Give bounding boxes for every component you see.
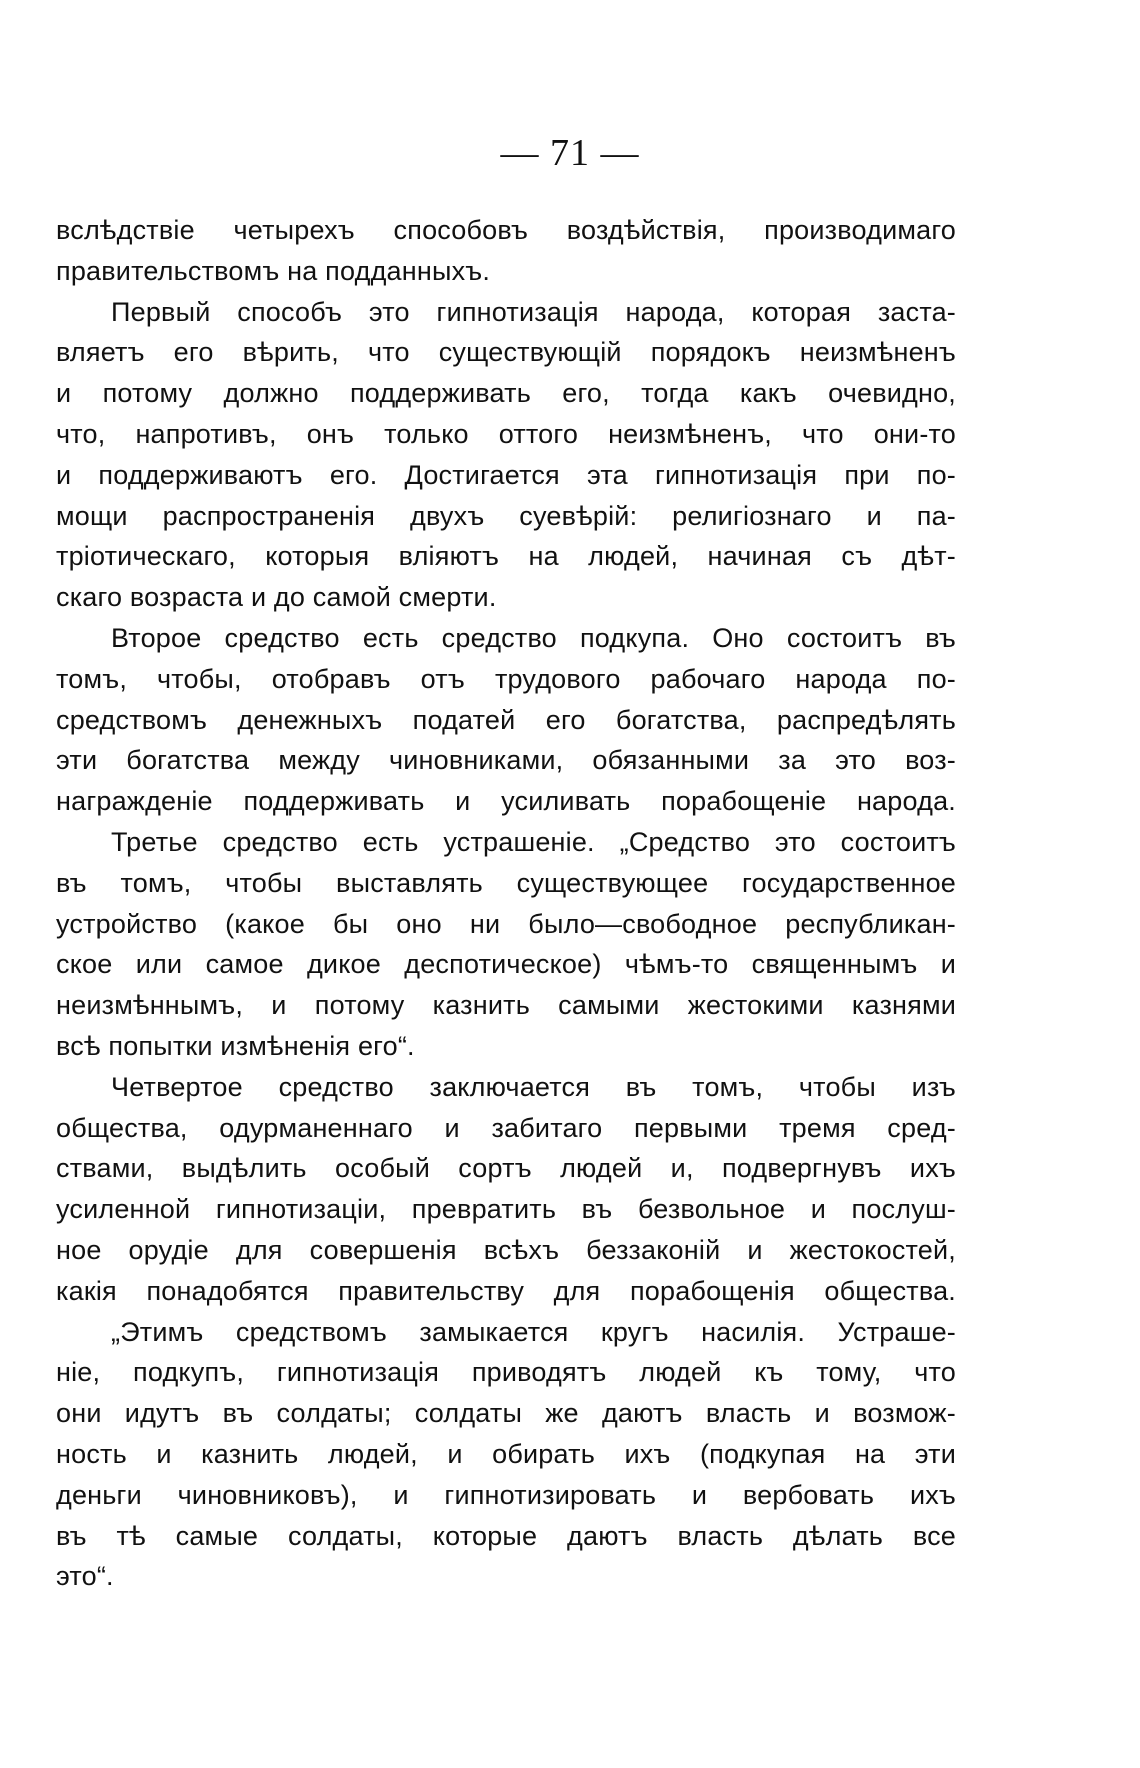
text-line: правительствомъ на подданныхъ. [56, 255, 491, 286]
text-line: „Этимъ средствомъ замыкается кругъ насилія. Устраше- [111, 1316, 956, 1347]
page-number: — 71 — [500, 132, 640, 174]
text-line: въ томъ, чтобы выставлять существующее государственное [56, 867, 956, 898]
text-line: ніе, подкупъ, гипнотизація приводятъ людей къ тому, что [56, 1357, 956, 1388]
text-line: скаго возраста и до самой смерти. [56, 582, 497, 613]
text-line: деньги чиновниковъ), и гипнотизировать и вербовать ихъ [56, 1479, 956, 1510]
text-line: Второе средство есть средство подкупа. Оно состоитъ въ [111, 622, 956, 653]
text-line: ность и казнить людей, и обирать ихъ (подкупая на эти [56, 1438, 956, 1469]
paragraph [56, 618, 956, 822]
text-line: мощи распространенія двухъ суевѣрій: религіознаго и па- [56, 500, 956, 531]
text-line: они идутъ въ солдаты; солдаты же даютъ власть и возмож- [56, 1398, 956, 1429]
paragraph [56, 292, 956, 618]
text-line: ское или самое дикое деспотическое) чѣмъ-то священнымъ и [56, 949, 956, 980]
text-line: томъ, чтобы, отобравъ отъ трудового рабочаго народа по- [56, 663, 956, 694]
text-line: это“. [56, 1561, 114, 1592]
text-line: вслѣдствіе четырехъ способовъ воздѣйствія, производимаго [56, 215, 956, 245]
text-line: и поддерживаютъ его. Достигается эта гипнотизація при по- [56, 459, 956, 490]
text-line: въ тѣ самые солдаты, которые даютъ власть дѣлать все [56, 1520, 956, 1551]
text-line: награжденіе поддерживать и усиливать порабощеніе народа. [56, 786, 956, 817]
body-text [56, 210, 956, 1597]
text-line: средствомъ денежныхъ податей его богатства, распредѣлять [56, 704, 956, 735]
text-line: тріотическаго, которыя вліяютъ на людей, начиная съ дѣт- [56, 541, 956, 572]
text-line: ное орудіе для совершенія всѣхъ беззаконій и жестокостей, [56, 1234, 956, 1265]
paragraph [56, 210, 956, 292]
text-line: общества, одурманеннаго и забитаго первыми тремя сред- [56, 1112, 956, 1143]
paragraph [56, 822, 956, 1067]
text-line: Четвертое средство заключается въ томъ, чтобы изъ [111, 1071, 956, 1102]
text-line: эти богатства между чиновниками, обязанными за это воз- [56, 745, 956, 776]
text-line: устройство (какое бы оно ни было—свободное республикан- [56, 908, 956, 939]
text-line: Первый способъ это гипнотизація народа, которая заста- [111, 296, 956, 327]
paragraph [56, 1067, 956, 1312]
text-line: неизмѣннымъ, и потому казнить самыми жестокими казнями [56, 990, 956, 1021]
paragraph [56, 1312, 956, 1598]
text-line: что, напротивъ, онъ только оттого неизмѣненъ, что они-то [56, 418, 956, 449]
text-line: какія понадобятся правительству для порабощенія общества. [56, 1275, 956, 1306]
text-line: всѣ попытки измѣненія его“. [56, 1030, 415, 1061]
text-line: и потому должно поддерживать его, тогда какъ очевидно, [56, 378, 956, 409]
text-line: усиленной гипнотизаціи, превратить въ безвольное и послуш- [56, 1194, 956, 1225]
text-line: Третье средство есть устрашеніе. „Средство это состоитъ [111, 826, 956, 857]
text-line: вляетъ его вѣрить, что существующій порядокъ неизмѣненъ [56, 337, 956, 368]
text-line: ствами, выдѣлить особый сортъ людей и, подвергнувъ ихъ [56, 1153, 956, 1184]
